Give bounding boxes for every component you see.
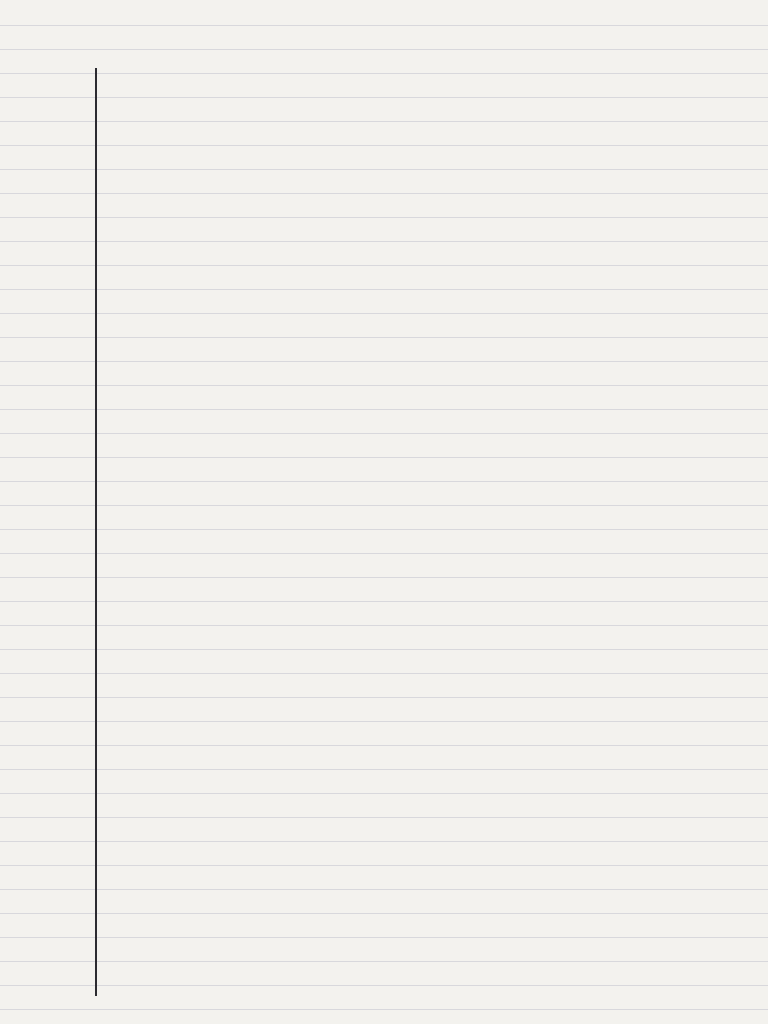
margin-line bbox=[95, 68, 97, 996]
